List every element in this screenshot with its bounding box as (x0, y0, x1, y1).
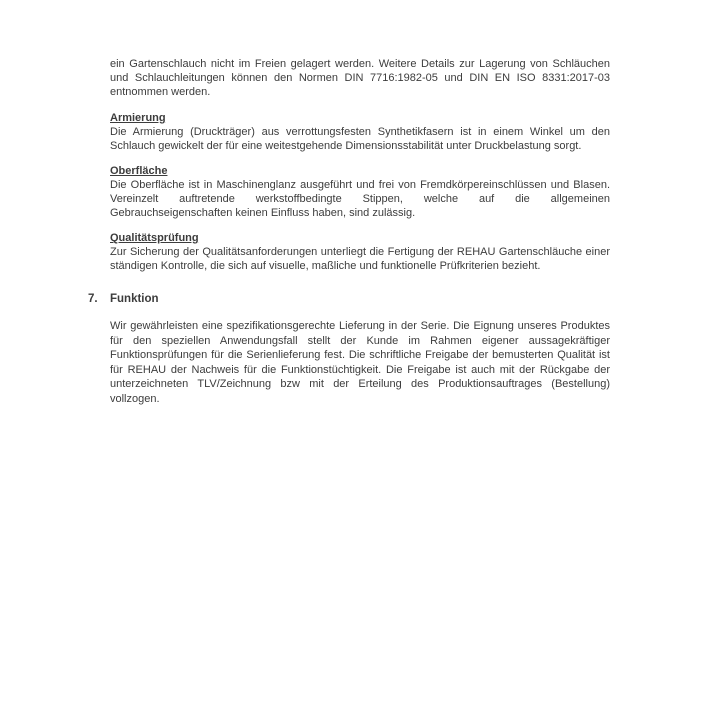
section-body-funktion: Wir gewährleisten eine spezifikationsgerechte Lieferung in der Serie. Die Eignung unseres Produktes für den speziellen Anwendungsfall stellt der Kunde im Rahmen eigener aussagekräftiger Funktionsprüfungen für die Serienlieferung fest. Die schriftliche Freigabe der bemusterten Qualität ist für REHAU der Nachweis für die Funktionstüchtigkeit. Die Freigabe ist auch mit der Rückgabe der unterzeichneten TLV/Zeichnung bzw mit der Erteilung des Produktionsauftrages (Bestellung) vollzogen. (110, 320, 610, 405)
section-funktion (88, 292, 610, 406)
numbered-section-heading (88, 292, 610, 306)
section-body-qualitaetspruefung: Zur Sicherung der Qualitätsanforderungen unterliegt die Fertigung der REHAU Gartenschläuche einer ständigen Kontrolle, die sich auf visuelle, maßliche und funktionelle Prüfkriterien bezieht. (110, 246, 610, 272)
section-number: 7. (88, 293, 98, 305)
section-heading-armierung: Armierung (110, 112, 166, 124)
section-body-armierung: Die Armierung (Druckträger) aus verrottungsfesten Synthetikfasern ist in einem Winkel um den Schlauch gewickelt der für eine weitestgehende Dimensionsstabilität unter Druckbelastung sorgt. (110, 126, 610, 152)
section-heading-qualitaetspruefung: Qualitätsprüfung (110, 232, 199, 244)
intro-paragraph: ein Gartenschlauch nicht im Freien gelagert werden. Weitere Details zur Lagerung von Schläuchen und Schlauchleitungen können den Normen DIN 7716:1982-05 und DIN EN ISO 8331:2017-03 entnommen werden. (110, 58, 610, 98)
section-title: Funktion (110, 293, 159, 305)
section-armierung (110, 111, 610, 153)
document-content (88, 57, 610, 406)
section-heading-oberflaeche: Oberfläche (110, 165, 168, 177)
section-oberflaeche (110, 164, 610, 220)
section-body-oberflaeche: Die Oberfläche ist in Maschinenglanz ausgeführt und frei von Fremdkörpereinschlüssen und Blasen. Vereinzelt auftretende werkstoffbedingte Stippen, welche auf die allgemeinen Gebrauchseigenschaften keinen Einfluss haben, sind zulässig. (110, 179, 610, 219)
section-qualitaetspruefung (110, 231, 610, 273)
